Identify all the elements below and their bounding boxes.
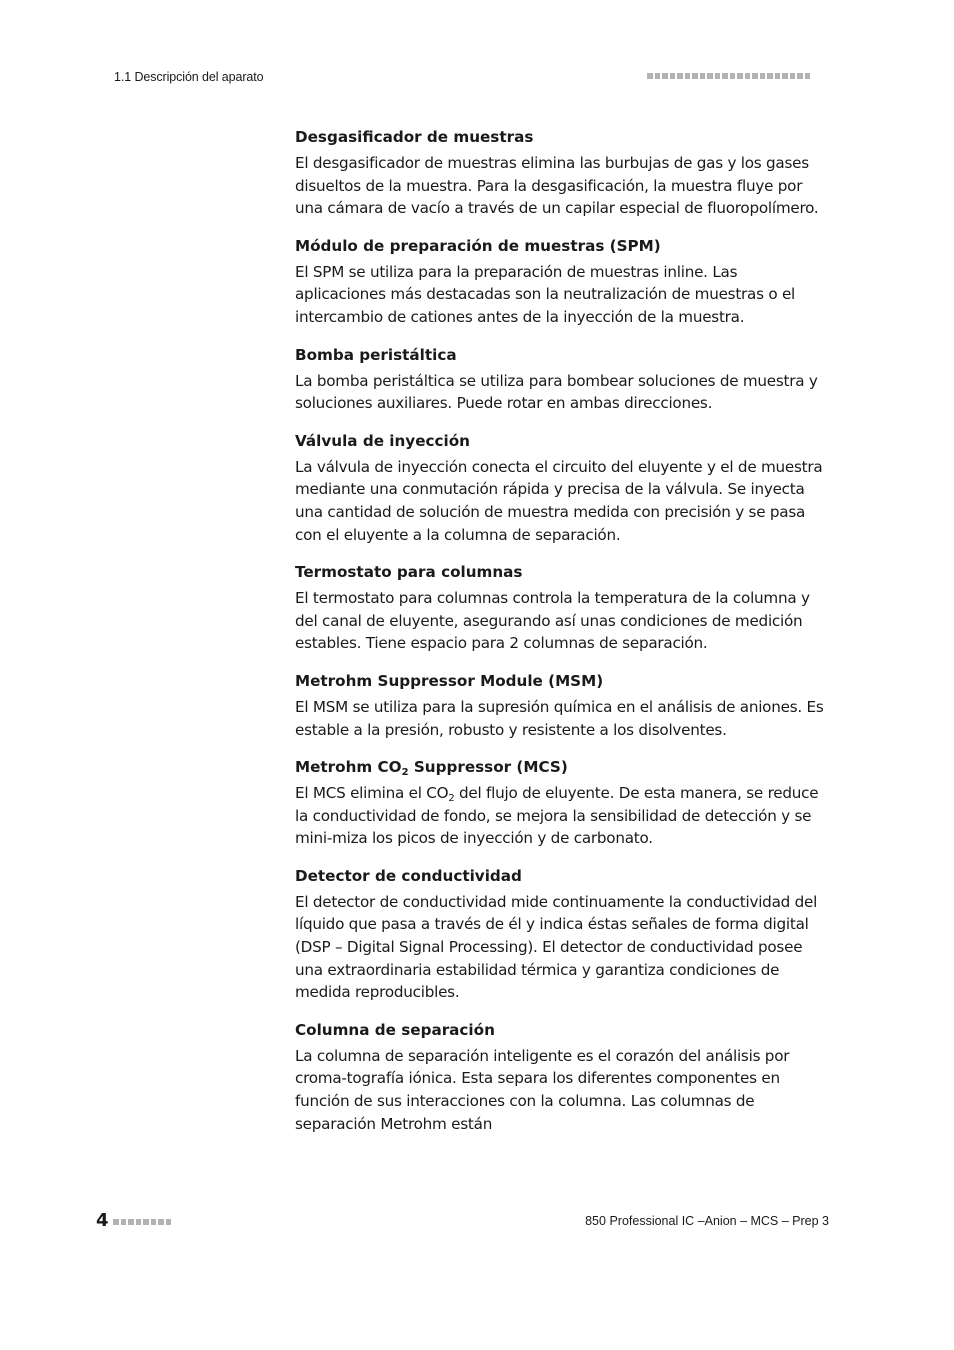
section-heading: Termostato para columnas — [295, 563, 523, 582]
section-text: El SPM se utiliza para la preparación de muestras inline. Las aplicaciones más destacadas son la neutralización de muestras o el intercambio de cationes antes de la inyección de la muestra. — [295, 262, 796, 326]
section-text: El detector de conductividad mide continuamente la conductividad del líquido que pasa a través de él y indica éstas señales de forma digital (DSP – Digital Signal Processing). El detector de conductividad posee una extraordinaria estabilidad térmica y garantiza condiciones de medida reproducibles. — [295, 892, 818, 1002]
section — [295, 430, 830, 546]
subscript: 2 — [448, 793, 455, 805]
header-decoration — [647, 73, 810, 79]
section — [295, 561, 830, 655]
section-heading: Columna de separación — [295, 1020, 495, 1039]
subscript: 2 — [401, 767, 409, 779]
section-text — [295, 782, 830, 850]
section — [295, 126, 830, 220]
section-heading: Detector de conductividad — [295, 866, 522, 885]
section-heading: Módulo de preparación de muestras (SPM) — [295, 236, 661, 255]
section-text: La bomba peristáltica se utiliza para bombear soluciones de muestra y soluciones auxiliares. Puede rotar en ambas direcciones. — [295, 371, 818, 413]
section — [295, 670, 830, 741]
section — [295, 865, 830, 1004]
footer-title: 850 Professional IC –Anion – MCS – Prep 3 — [585, 1214, 829, 1228]
section-text: La válvula de inyección conecta el circuito del eluyente y el de muestra mediante una conmutación rápida y precisa de la válvula. Se inyecta una cantidad de solución de muestra medida con precisión y se pasa con el eluyente a la columna de separación. — [295, 457, 823, 544]
section-heading: Válvula de inyección — [295, 431, 470, 450]
section-heading — [295, 756, 830, 778]
section-heading: Desgasificador de muestras — [295, 128, 534, 146]
heading-part: Suppressor (MCS) — [408, 758, 568, 777]
section — [295, 344, 830, 415]
footer-decoration — [113, 1219, 171, 1225]
section-heading: Metrohm Suppressor Module (MSM) — [295, 671, 604, 690]
text-part: del flujo de eluyente. De esta manera, se reduce la conductividad de fondo, se mejora la sensibilidad de detección y se mini-miza los picos de inyección y de carbonato. — [295, 784, 819, 848]
section-text: La columna de separación inteligente es el corazón del análisis por croma-tografía iónica. Esta separa los diferentes componentes en función de sus interacciones con la columna. Las columnas de separación Metrohm están — [295, 1046, 790, 1133]
section — [295, 235, 830, 329]
section-text: El desgasificador de muestras elimina las burbujas de gas y los gases disueltos de la muestra. Para la desgasificación, la muestra fluye por una cámara de vacío a través de un capilar especial de fluoropolímero. — [295, 154, 819, 218]
page-number: 4 — [96, 1210, 109, 1231]
section-heading: Bomba peristáltica — [295, 345, 457, 364]
text-part: El MCS elimina el CO — [295, 784, 449, 803]
page-header-section: 1.1 Descripción del aparato — [114, 70, 264, 84]
section-text: El termostato para columnas controla la temperatura de la columna y del canal de eluyente, asegurando así unas condiciones de medición estables. Tiene espacio para 2 columnas de separación. — [295, 589, 810, 653]
main-content — [295, 126, 830, 1150]
section-text: El MSM se utiliza para la supresión química en el análisis de aniones. Es estable a la presión, robusto y resistente a los disolventes. — [295, 697, 824, 739]
heading-part: Metrohm CO — [295, 758, 402, 777]
section-mcs — [295, 756, 830, 850]
section — [295, 1019, 830, 1135]
